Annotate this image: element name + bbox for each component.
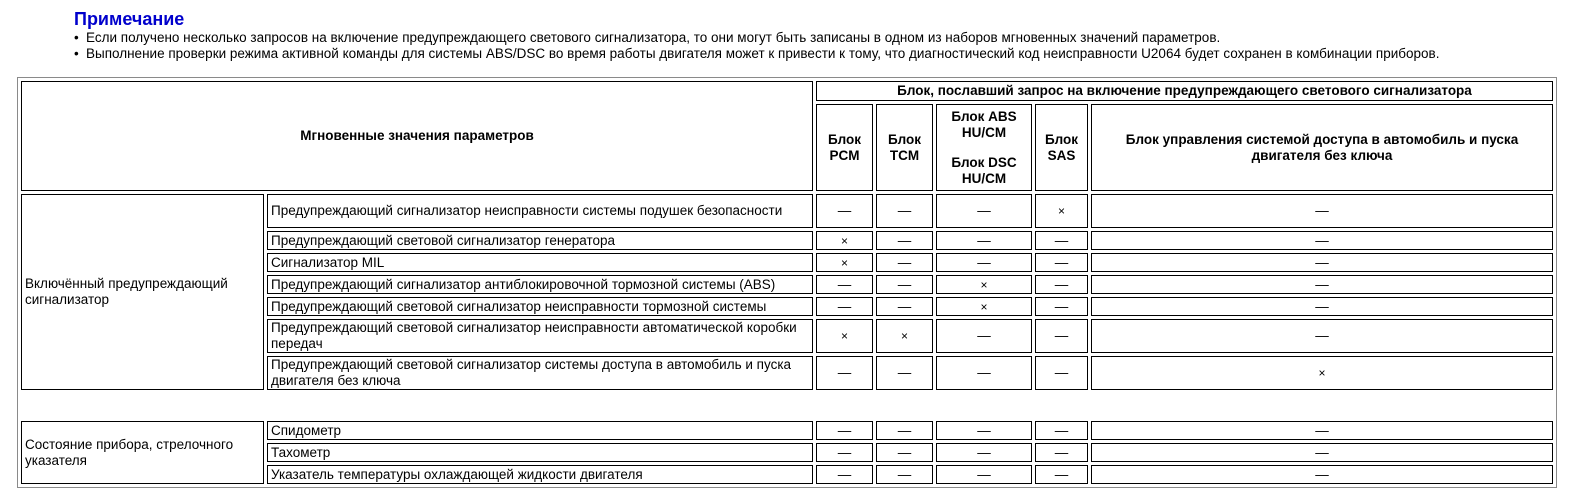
mark-cell: — [816,465,873,484]
mark-cell: — [936,231,1032,250]
parameter-name: Предупреждающий сигнализатор антиблокировочной тормозной системы (ABS) [267,275,813,294]
mark-cell: — [876,465,933,484]
mark-cell: — [1035,253,1088,272]
mark-cell: — [936,443,1032,462]
mark-cell: — [1091,275,1553,294]
header-pcm: Блок PCM [816,104,873,192]
parameter-name: Предупреждающий световой сигнализатор генератора [267,231,813,250]
parameter-name: Предупреждающий сигнализатор неисправности системы подушек безопасности [267,194,813,228]
mark-cell: — [936,253,1032,272]
mark-cell: — [1091,465,1553,484]
mark-cell: — [816,275,873,294]
mark-cell: — [876,253,933,272]
mark-cell: — [1035,231,1088,250]
mark-cell: — [876,231,933,250]
parameter-name: Предупреждающий световой сигнализатор неисправности тормозной системы [267,297,813,316]
header-params: Мгновенные значения параметров [21,81,813,191]
mark-cell: — [1091,421,1553,440]
mark-cell: — [816,297,873,316]
freeze-frame-table [17,77,1557,488]
header-abs-dsc [936,104,1032,192]
mark-cell: — [876,275,933,294]
note-line-text: Выполнение проверки режима активной команды для системы ABS/DSC во время работы двигателя может к привести к тому, что диагностический код неисправности U2064 будет сохранен в комбинации приборов. [86,46,1440,61]
mark-cell: — [876,421,933,440]
header-tcm: Блок TCM [876,104,933,192]
header-keyless: Блок управления системой доступа в автомобиль и пуска двигателя без ключа [1091,104,1553,192]
note-block [74,9,1439,62]
mark-cell: × [816,253,873,272]
mark-cell: — [876,297,933,316]
parameter-name: Указатель температуры охлаждающей жидкости двигателя [267,465,813,484]
mark-cell: — [876,356,933,390]
mark-cell: — [1091,194,1553,228]
mark-cell: — [1035,443,1088,462]
table-row [21,194,1553,228]
group-label: Включённый предупреждающий сигнализатор [21,194,264,390]
mark-cell: — [936,194,1032,228]
mark-cell: — [936,465,1032,484]
table-body [21,194,1553,484]
mark-cell: — [816,421,873,440]
parameter-name: Предупреждающий световой сигнализатор системы доступа в автомобиль и пуска двигателя без ключа [267,356,813,390]
mark-cell: — [1035,297,1088,316]
mark-cell: × [876,319,933,353]
mark-cell: — [1035,356,1088,390]
note-title: Примечание [74,9,185,29]
mark-cell: × [816,319,873,353]
table-row [21,421,1553,440]
parameter-name: Спидометр [267,421,813,440]
mark-cell: × [936,297,1032,316]
note-line-text: Если получено несколько запросов на включение предупреждающего светового сигнализатора, то они могут быть записаны в одном из наборов мгновенных значений параметров. [86,30,1221,45]
group-label: Состояние прибора, стрелочного указателя [21,421,264,484]
bullet-icon: • [74,46,79,61]
mark-cell: × [1035,194,1088,228]
mark-cell: — [876,194,933,228]
mark-cell: × [936,275,1032,294]
mark-cell: — [1091,231,1553,250]
mark-cell: — [1091,297,1553,316]
parameter-name: Сигнализатор MIL [267,253,813,272]
note-line-1 [74,30,1439,46]
parameter-name: Предупреждающий световой сигнализатор неисправности автоматической коробки передач [267,319,813,353]
mark-cell: — [816,443,873,462]
mark-cell: — [1035,275,1088,294]
mark-cell: — [1091,443,1553,462]
note-line-2 [74,46,1439,62]
mark-cell: — [936,319,1032,353]
header-sas: Блок SAS [1035,104,1088,192]
mark-cell: × [1091,356,1553,390]
header-group: Блок, пославший запрос на включение предупреждающего светового сигнализатора [816,81,1553,101]
header-dsc: Блок DSC HU/CM [951,154,1017,186]
mark-cell: — [1035,319,1088,353]
mark-cell: × [816,231,873,250]
mark-cell: — [816,356,873,390]
header-abs: Блок ABS HU/CM [951,108,1017,140]
mark-cell: — [936,421,1032,440]
parameter-name: Тахометр [267,443,813,462]
mark-cell: — [816,194,873,228]
mark-cell: — [936,356,1032,390]
mark-cell: — [1035,421,1088,440]
mark-cell: — [876,443,933,462]
mark-cell: — [1035,465,1088,484]
mark-cell: — [1091,319,1553,353]
bullet-icon: • [74,30,79,45]
group-separator [21,393,1553,418]
mark-cell: — [1091,253,1553,272]
